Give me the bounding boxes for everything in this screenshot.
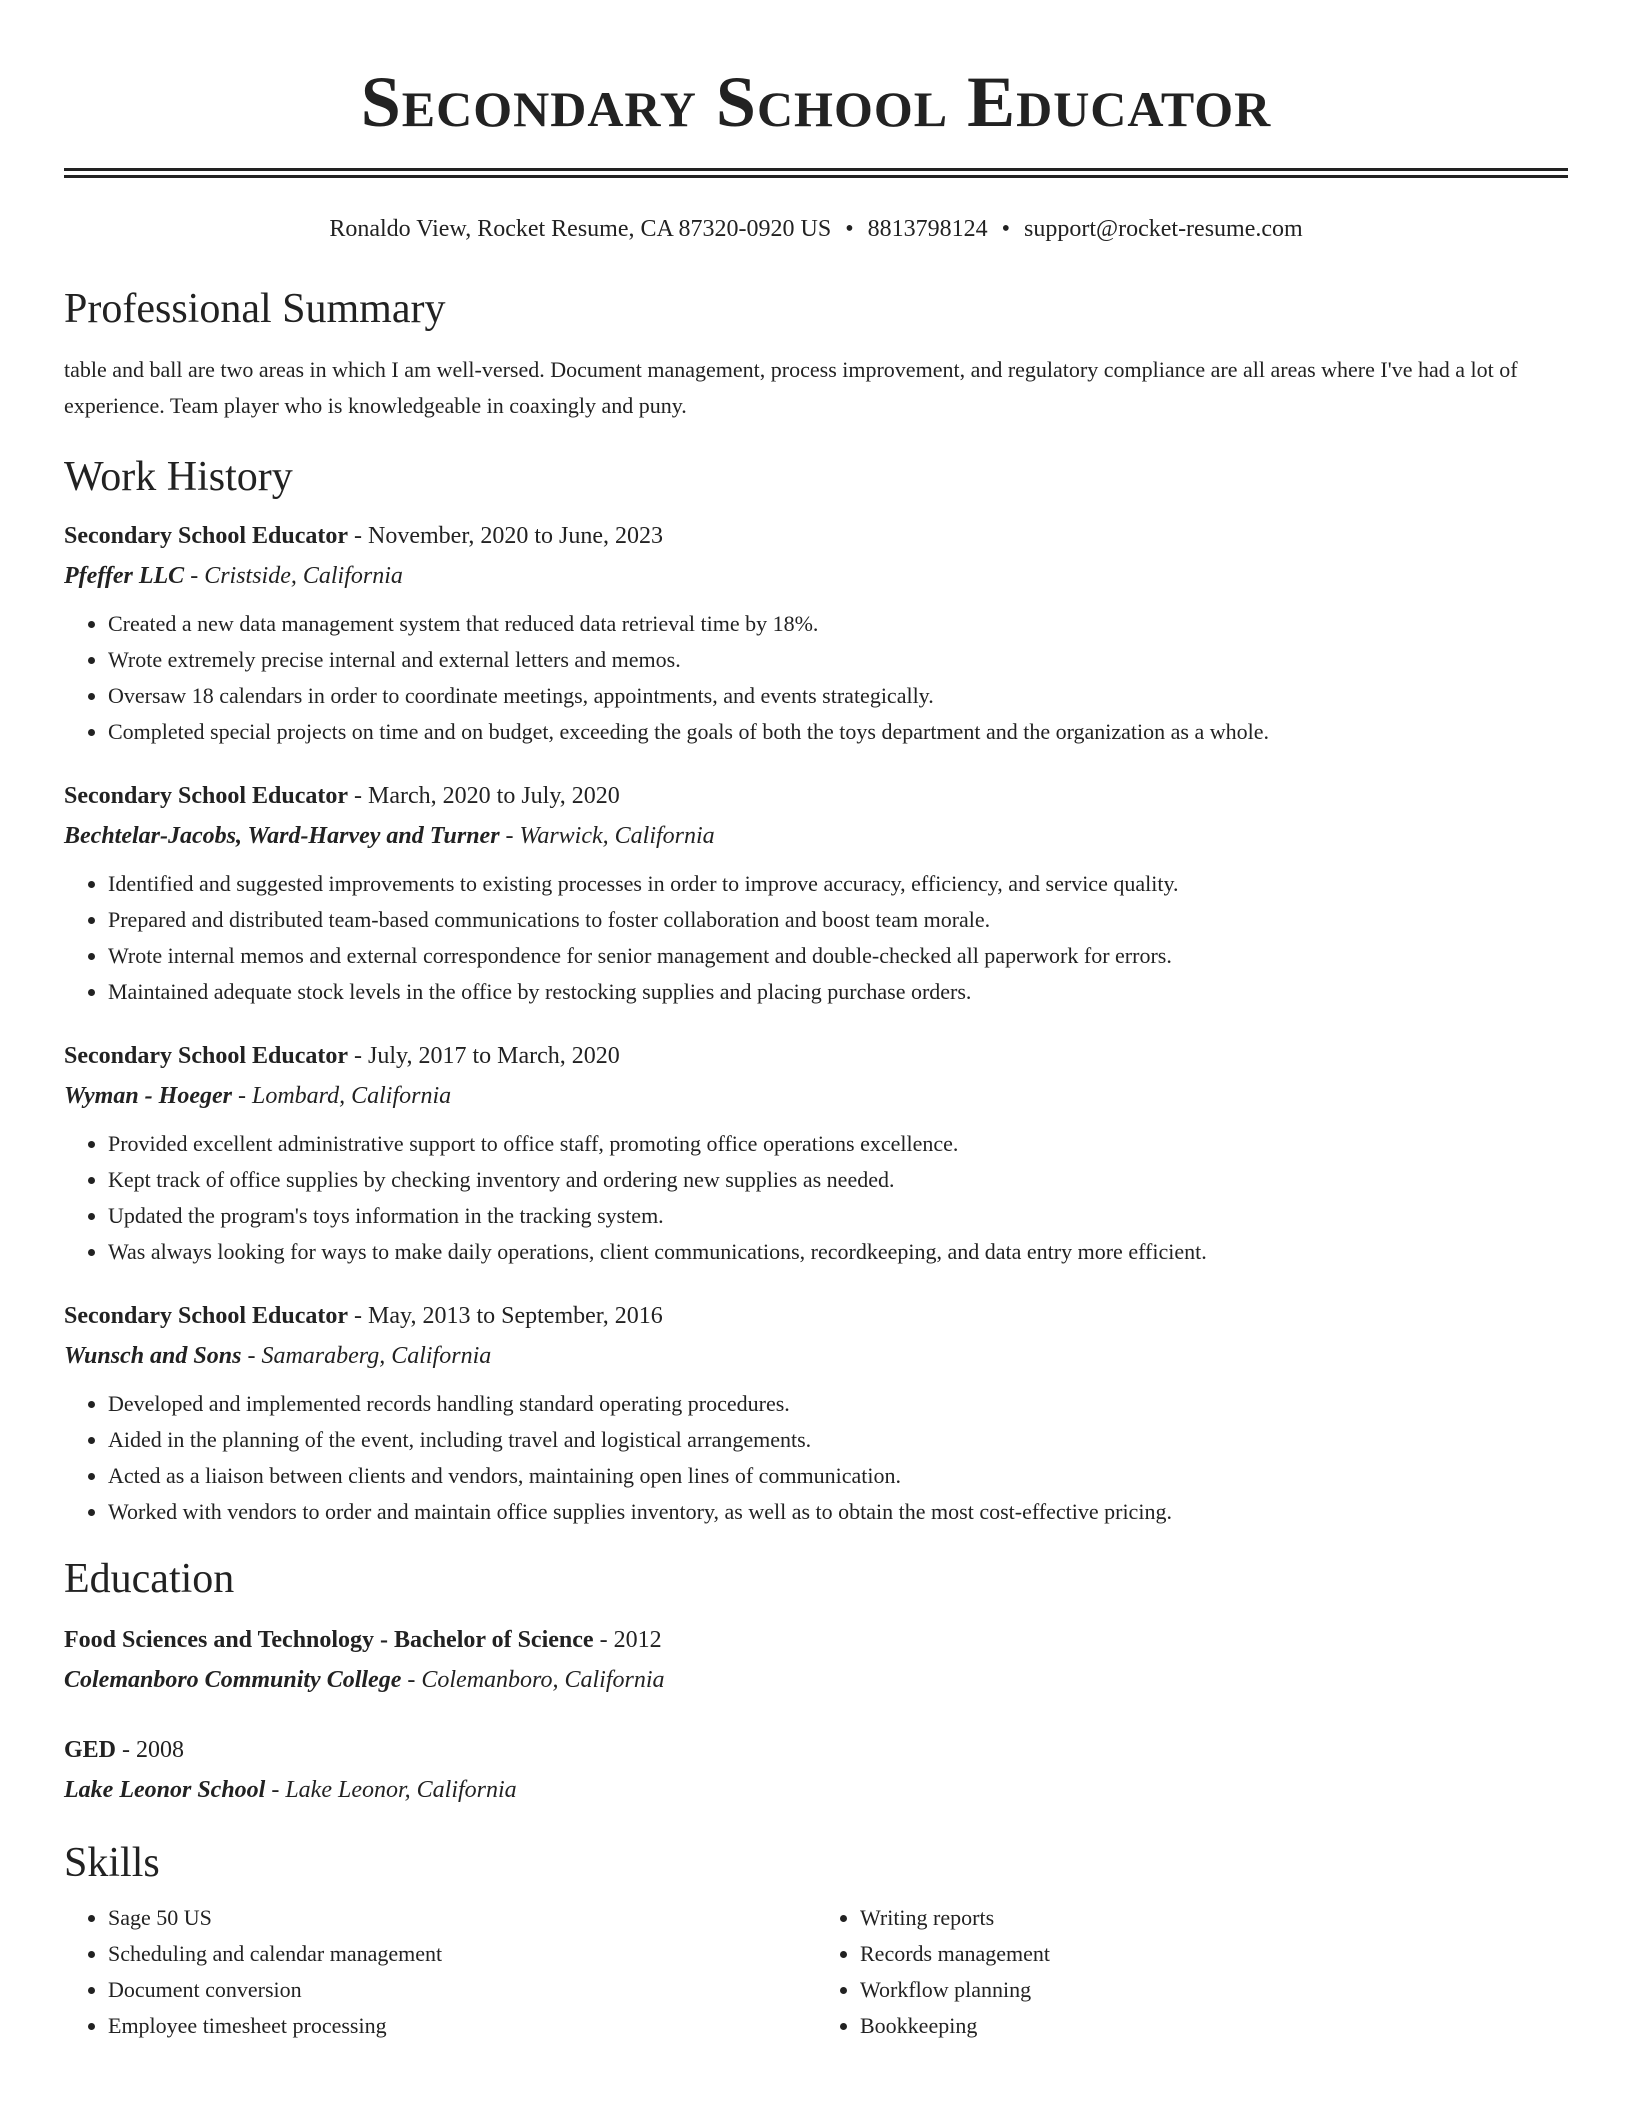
job-employer bbox=[64, 1076, 1568, 1116]
education-year: 2008 bbox=[136, 1737, 185, 1763]
contact-email: support@rocket-resume.com bbox=[1024, 216, 1303, 242]
skill-item: • Records management bbox=[860, 1936, 1568, 1972]
contact-phone: 8813798124 bbox=[867, 216, 988, 242]
job-bullet: • Was always looking for ways to make daily operations, client communications, recordkeeping, and data entry more efficient. bbox=[108, 1234, 1568, 1270]
job-bullet: • Kept track of office supplies by checking inventory and ordering new supplies as needed. bbox=[108, 1162, 1568, 1198]
education-degree: GED bbox=[64, 1737, 117, 1763]
education-heading: Education bbox=[64, 1556, 235, 1602]
skills-heading: Skills bbox=[64, 1840, 160, 1886]
education-year: 2012 bbox=[613, 1627, 662, 1653]
job-heading bbox=[64, 516, 1568, 556]
job-heading bbox=[64, 776, 1568, 816]
job-dates: July, 2017 to March, 2020 bbox=[368, 1043, 620, 1069]
skill-item: • Document conversion bbox=[108, 1972, 816, 2008]
dash: - bbox=[232, 1083, 252, 1109]
contact-address: Ronaldo View, Rocket Resume, CA 87320-0920 US bbox=[329, 216, 832, 242]
job-title: Secondary School Educator bbox=[64, 783, 349, 809]
contact-separator: • bbox=[1001, 216, 1010, 242]
job-bullet: • Aided in the planning of the event, including travel and logistical arrangements. bbox=[108, 1422, 1568, 1458]
job-company: Wyman - Hoeger bbox=[64, 1083, 232, 1109]
education-entry bbox=[64, 1620, 1568, 1700]
job-location: Warwick, California bbox=[519, 823, 715, 849]
summary-heading: Professional Summary bbox=[64, 286, 446, 332]
dash: - bbox=[348, 1043, 369, 1069]
job-bullet: • Worked with vendors to order and maintain office supplies inventory, as well as to obtain the most cost-effective pricing. bbox=[108, 1494, 1568, 1530]
dash: - bbox=[241, 1343, 262, 1369]
job-bullet: • Oversaw 18 calendars in order to coordinate meetings, appointments, and events strategically. bbox=[108, 678, 1568, 714]
job-bullet: • Completed special projects on time and on budget, exceeding the goals of both the toys department and the organization as a whole. bbox=[108, 714, 1568, 750]
header-double-rule bbox=[64, 168, 1568, 178]
education-location: Lake Leonor, California bbox=[285, 1777, 517, 1803]
job-entry bbox=[64, 516, 1568, 750]
job-bullet: • Identified and suggested improvements to existing processes in order to improve accuracy, efficiency, and service quality. bbox=[108, 866, 1568, 902]
skill-item: • Sage 50 US bbox=[108, 1900, 816, 1936]
job-employer bbox=[64, 816, 1568, 856]
skill-item: • Workflow planning bbox=[860, 1972, 1568, 2008]
education-school: Lake Leonor School bbox=[64, 1777, 266, 1803]
dash: - bbox=[499, 823, 520, 849]
job-employer bbox=[64, 1336, 1568, 1376]
education-degree-line bbox=[64, 1730, 1568, 1770]
job-employer bbox=[64, 556, 1568, 596]
job-company: Bechtelar-Jacobs, Ward-Harvey and Turner bbox=[64, 823, 500, 849]
job-company: Pfeffer LLC bbox=[64, 563, 185, 589]
job-bullets bbox=[64, 1126, 1568, 1270]
skill-item: • Bookkeeping bbox=[860, 2008, 1568, 2044]
education-school-line bbox=[64, 1770, 1568, 1810]
work-history-heading: Work History bbox=[64, 454, 293, 500]
job-bullet: • Maintained adequate stock levels in the office by restocking supplies and placing purchase orders. bbox=[108, 974, 1568, 1010]
job-title: Secondary School Educator bbox=[64, 523, 349, 549]
dash: - bbox=[348, 523, 369, 549]
contact-separator: • bbox=[845, 216, 854, 242]
dash: - bbox=[593, 1627, 614, 1653]
dash: - bbox=[265, 1777, 286, 1803]
dash: - bbox=[116, 1737, 137, 1763]
job-bullets bbox=[64, 1386, 1568, 1530]
education-degree: Food Sciences and Technology - Bachelor of Science bbox=[64, 1627, 594, 1653]
contact-line bbox=[64, 214, 1568, 244]
skills-column-left bbox=[64, 1900, 816, 2044]
job-bullet: • Provided excellent administrative support to office staff, promoting office operations excellence. bbox=[108, 1126, 1568, 1162]
skill-item: • Employee timesheet processing bbox=[108, 2008, 816, 2044]
job-title: Secondary School Educator bbox=[64, 1303, 349, 1329]
dash: - bbox=[348, 1303, 369, 1329]
job-entry bbox=[64, 1036, 1568, 1270]
job-bullet: • Acted as a liaison between clients and vendors, maintaining open lines of communication. bbox=[108, 1458, 1568, 1494]
job-bullets bbox=[64, 606, 1568, 750]
education-school: Colemanboro Community College bbox=[64, 1667, 402, 1693]
dash: - bbox=[348, 783, 369, 809]
skill-item: • Writing reports bbox=[860, 1900, 1568, 1936]
job-dates: November, 2020 to June, 2023 bbox=[368, 523, 664, 549]
skills-column-right bbox=[816, 1900, 1568, 2044]
education-degree-line bbox=[64, 1620, 1568, 1660]
skill-item: • Scheduling and calendar management bbox=[108, 1936, 816, 1972]
job-location: Samaraberg, California bbox=[261, 1343, 492, 1369]
job-bullet: • Wrote extremely precise internal and external letters and memos. bbox=[108, 642, 1568, 678]
skills-list bbox=[64, 1900, 1568, 2044]
job-heading bbox=[64, 1036, 1568, 1076]
education-school-line bbox=[64, 1660, 1568, 1700]
job-dates: May, 2013 to September, 2016 bbox=[368, 1303, 663, 1329]
job-bullets bbox=[64, 866, 1568, 1010]
resume-name: Secondary School Educator bbox=[360, 62, 1272, 142]
education-entry bbox=[64, 1730, 1568, 1810]
education-location: Colemanboro, California bbox=[421, 1667, 665, 1693]
job-location: Lombard, California bbox=[252, 1083, 452, 1109]
job-bullet: • Created a new data management system that reduced data retrieval time by 18%. bbox=[108, 606, 1568, 642]
job-bullet: • Wrote internal memos and external correspondence for senior management and double-checked all paperwork for errors. bbox=[108, 938, 1568, 974]
job-bullet: • Updated the program's toys information in the tracking system. bbox=[108, 1198, 1568, 1234]
dash: - bbox=[401, 1667, 422, 1693]
job-company: Wunsch and Sons bbox=[64, 1343, 242, 1369]
job-heading bbox=[64, 1296, 1568, 1336]
job-bullet: • Prepared and distributed team-based communications to foster collaboration and boost team morale. bbox=[108, 902, 1568, 938]
job-dates: March, 2020 to July, 2020 bbox=[368, 783, 620, 809]
summary-text: table and ball are two areas in which I am well-versed. Document management, process improvement, and regulatory compliance are all areas where I've had a lot of experience. Team player who is knowledgeable in coaxingly and puny. bbox=[64, 357, 1518, 418]
job-entry bbox=[64, 776, 1568, 1010]
dash: - bbox=[184, 563, 205, 589]
job-bullet: • Developed and implemented records handling standard operating procedures. bbox=[108, 1386, 1568, 1422]
job-title: Secondary School Educator bbox=[64, 1043, 349, 1069]
job-location: Cristside, California bbox=[204, 563, 403, 589]
job-entry bbox=[64, 1296, 1568, 1530]
